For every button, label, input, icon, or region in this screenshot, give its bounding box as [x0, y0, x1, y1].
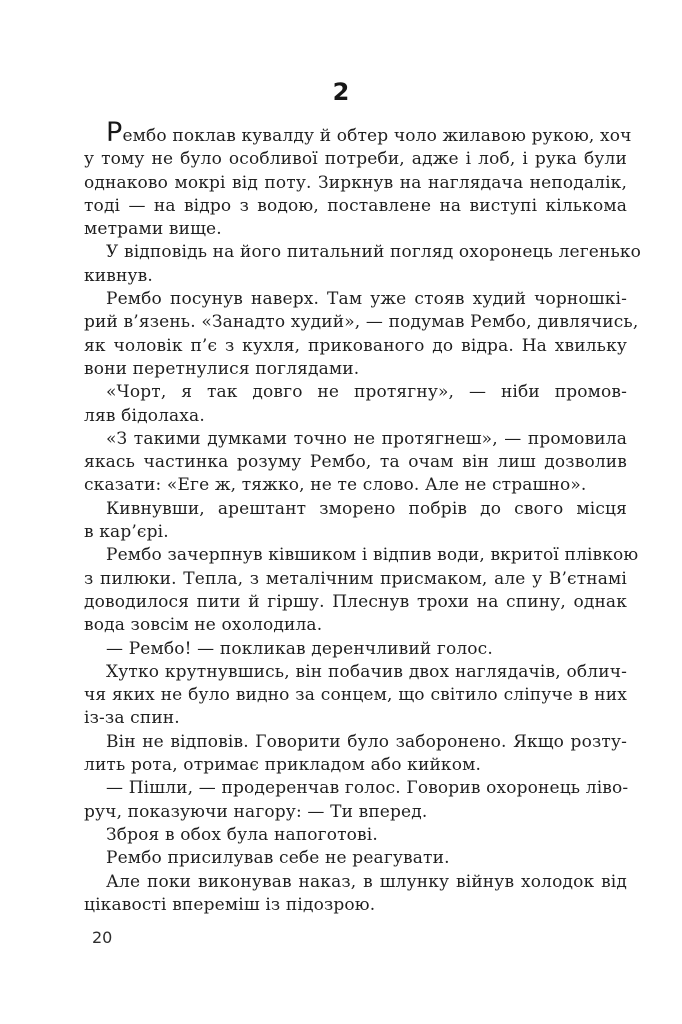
text-line: як чоловік п’є з кухля, прикованого до відра. На хвильку [84, 335, 627, 356]
text-line: цікавості впереміш із підозрою. [84, 894, 376, 915]
text-line: кивнув. [84, 265, 153, 286]
text-line: доводилося пити й гіршу. Плеснув трохи на спину, однак [84, 591, 627, 612]
body-text [84, 117, 642, 917]
text-line: У відповідь на його питальний погляд охоронець легенько [106, 242, 642, 263]
text-line: вода зовсім не охолодила. [84, 615, 323, 636]
chapter-number: 2 [332, 78, 350, 106]
initial-capital: Р [106, 117, 123, 148]
text-line: якась частинка розуму Рембо, та очам він лиш дозволив [84, 452, 627, 473]
paragraph [84, 847, 627, 870]
text-line: Він не відповів. Говорити було заборонено. Якщо розту- [106, 731, 627, 752]
text-line: Рембо присилував себе не реагувати. [106, 848, 450, 869]
paragraph [84, 731, 627, 778]
text-line: Кивнувши, арештант зморено побрів до свого місця [106, 498, 627, 519]
text-line: Зброя в обох була напоготові. [106, 824, 378, 845]
paragraph [84, 544, 639, 637]
text-line: — Рембо! — покликав деренчливий голос. [106, 638, 493, 659]
text-line: чя яких не було видно за сонцем, що світило сліпуче в них [84, 685, 627, 706]
paragraph [84, 777, 627, 824]
paragraph [84, 381, 627, 428]
text-line: метрами вище. [84, 219, 222, 240]
text-line: руч, показуючи нагору: — Ти вперед. [84, 801, 428, 822]
paragraph [84, 241, 642, 288]
paragraph [84, 288, 639, 381]
paragraph [84, 638, 627, 661]
text-line: сказати: «Еге ж, тяжко, не те слово. Але не страшно». [84, 475, 587, 496]
paragraph [84, 498, 627, 545]
text-line: «З такими думками точно не протягнеш», — промовила [106, 428, 627, 449]
text-line: з пилюки. Тепла, з металічним присмаком, але у В’єтнамі [84, 568, 627, 589]
paragraph [84, 428, 627, 498]
text-line: рий в’язень. «Занадто худий», — подумав Рембо, дивлячись, [84, 312, 639, 333]
text-line: Хутко крутнувшись, він побачив двох наглядачів, облич- [106, 661, 627, 682]
text-line: тоді — на відро з водою, поставлене на виступі кількома [84, 195, 627, 216]
text-line: із-за спин. [84, 708, 180, 729]
paragraph [84, 824, 627, 847]
text-line: Рембо зачерпнув ківшиком і відпив води, вкритої плівкою [106, 545, 639, 566]
text-line: Але поки виконував наказ, в шлунку війнув холодок від [106, 871, 627, 892]
text-line: «Чорт, я так довго не протягну», — ніби промов- [106, 382, 627, 403]
text-line: однаково мокрі від поту. Зиркнув на наглядача неподалік, [84, 172, 627, 193]
paragraph [84, 661, 627, 731]
text-line: у тому не було особливої потреби, адже і лоб, і рука були [84, 149, 627, 170]
text-line: ляв бідолаха. [84, 405, 205, 426]
paragraph [84, 871, 627, 918]
text-line: в кар’єрі. [84, 522, 169, 543]
text-line: — Пішли, — продеренчав голос. Говорив охоронець ліво- [106, 778, 629, 799]
text-line: вони перетнулися поглядами. [84, 358, 360, 379]
text-line: Рембо посунув наверх. Там уже стояв худий чорношкі- [106, 289, 627, 310]
page-number: 20 [92, 928, 113, 947]
text-line: лить рота, отримає прикладом або кийком. [84, 755, 482, 776]
text-line: Рембо поклав кувалду й обтер чоло жилавою рукою, хоч [106, 117, 632, 148]
paragraph [84, 117, 632, 241]
